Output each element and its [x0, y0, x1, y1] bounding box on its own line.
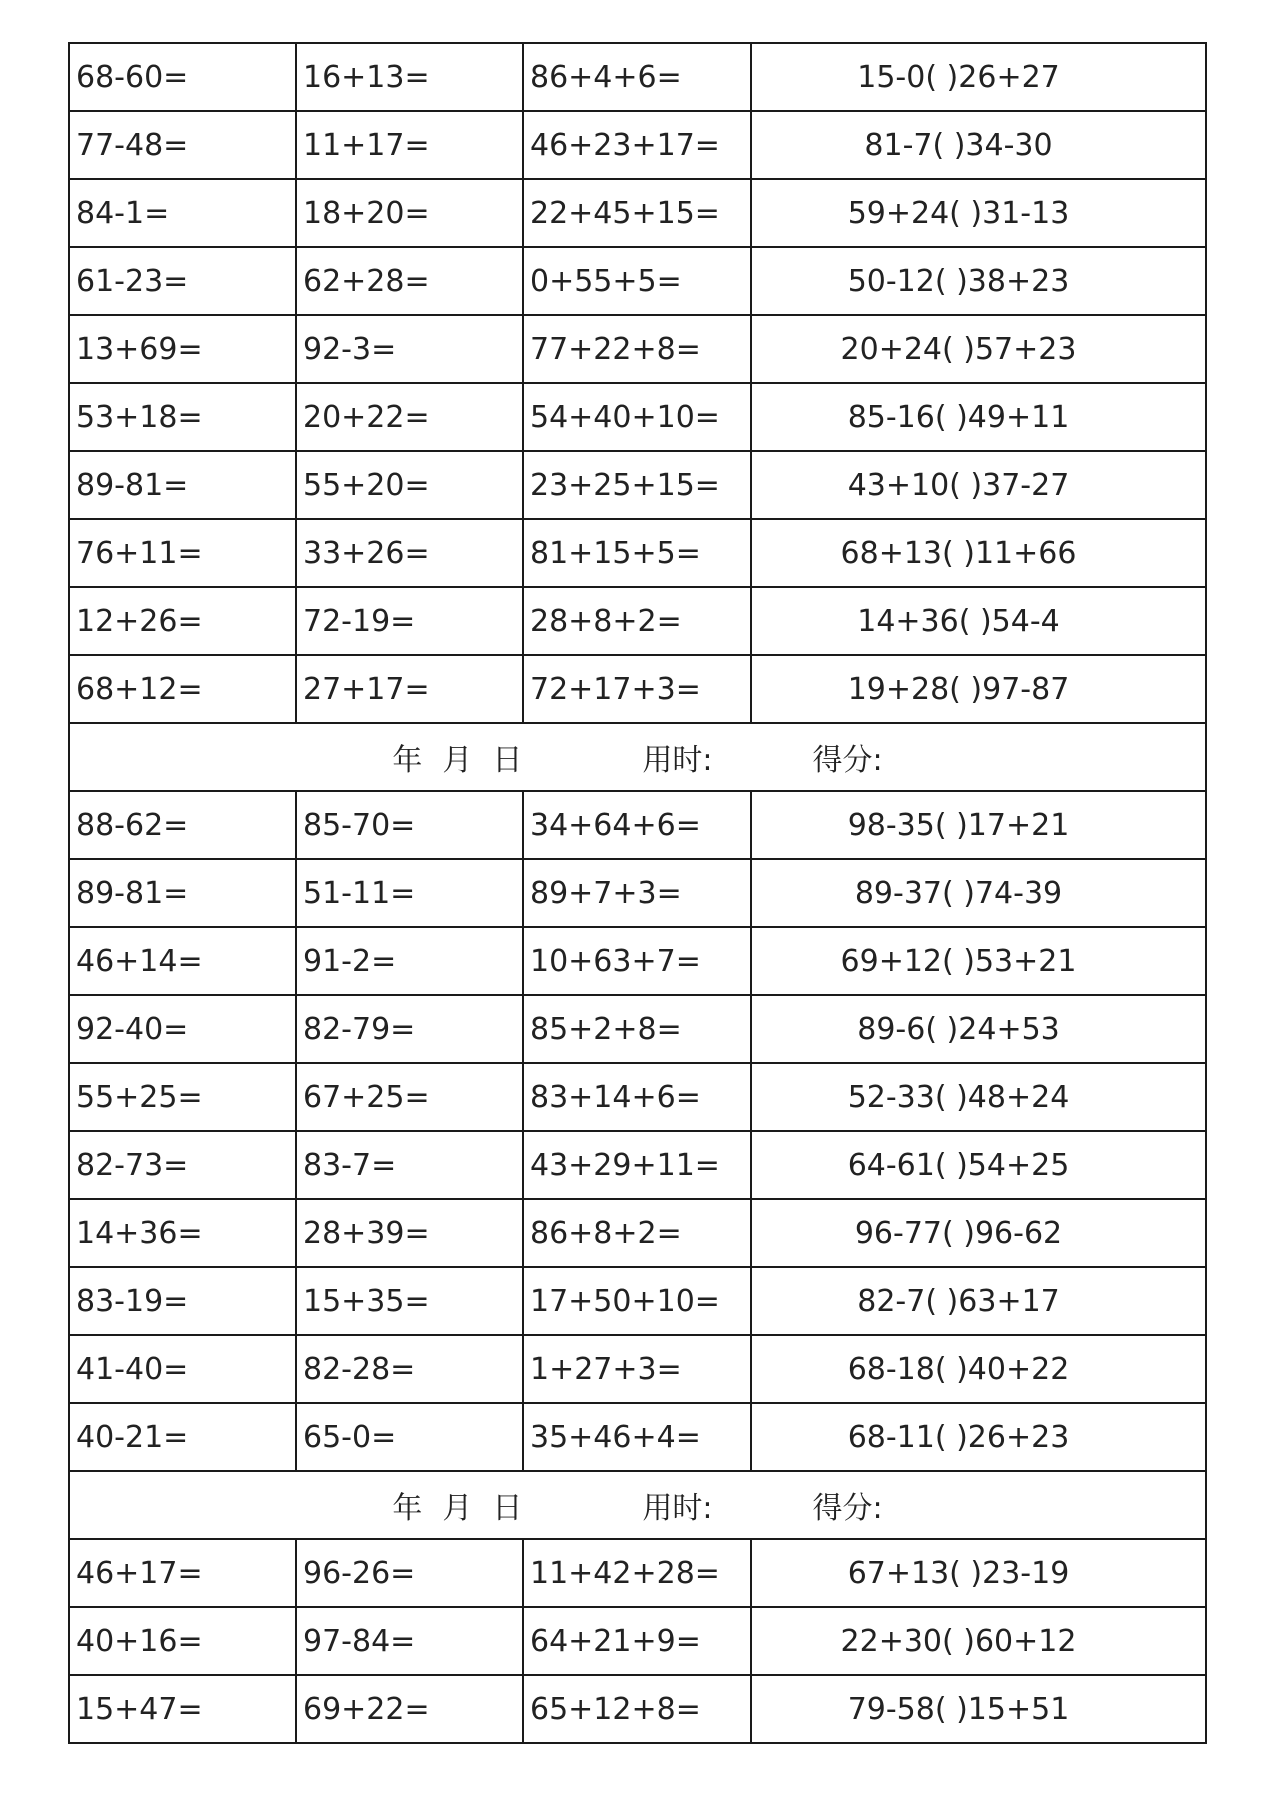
problem-row: [69, 1403, 1206, 1471]
three-term-problem: 28+8+2=: [523, 587, 751, 655]
problem-row: [69, 1607, 1206, 1675]
subtraction-addition-problem: 13+69=: [69, 315, 296, 383]
three-term-problem: 86+8+2=: [523, 1199, 751, 1267]
subtraction-addition-problem: 88-62=: [69, 791, 296, 859]
comparison-problem: 43+10( )37-27: [751, 451, 1206, 519]
comparison-problem: 96-77( )96-62: [751, 1199, 1206, 1267]
addition-subtraction-problem: 11+17=: [296, 111, 523, 179]
subtraction-addition-problem: 82-73=: [69, 1131, 296, 1199]
comparison-problem: 15-0( )26+27: [751, 43, 1206, 111]
subtraction-addition-problem: 68-60=: [69, 43, 296, 111]
three-term-problem: 10+63+7=: [523, 927, 751, 995]
comparison-problem: 69+12( )53+21: [751, 927, 1206, 995]
three-term-problem: 86+4+6=: [523, 43, 751, 111]
addition-subtraction-problem: 82-28=: [296, 1335, 523, 1403]
subtraction-addition-problem: 83-19=: [69, 1267, 296, 1335]
comparison-problem: 59+24( )31-13: [751, 179, 1206, 247]
date-score-cell: [69, 723, 1206, 791]
date-score-row: [69, 723, 1206, 791]
subtraction-addition-problem: 89-81=: [69, 859, 296, 927]
comparison-problem: 52-33( )48+24: [751, 1063, 1206, 1131]
subtraction-addition-problem: 12+26=: [69, 587, 296, 655]
subtraction-addition-problem: 55+25=: [69, 1063, 296, 1131]
three-term-problem: 17+50+10=: [523, 1267, 751, 1335]
worksheet-body: [69, 43, 1206, 1743]
problem-row: [69, 587, 1206, 655]
problem-row: [69, 791, 1206, 859]
problem-row: [69, 1675, 1206, 1743]
problem-row: [69, 43, 1206, 111]
addition-subtraction-problem: 65-0=: [296, 1403, 523, 1471]
problem-row: [69, 451, 1206, 519]
three-term-problem: 85+2+8=: [523, 995, 751, 1063]
three-term-problem: 35+46+4=: [523, 1403, 751, 1471]
three-term-problem: 54+40+10=: [523, 383, 751, 451]
problem-row: [69, 859, 1206, 927]
problem-row: [69, 247, 1206, 315]
addition-subtraction-problem: 33+26=: [296, 519, 523, 587]
three-term-problem: 81+15+5=: [523, 519, 751, 587]
comparison-problem: 64-61( )54+25: [751, 1131, 1206, 1199]
addition-subtraction-problem: 20+22=: [296, 383, 523, 451]
time-used-label: 用时:: [642, 743, 713, 778]
comparison-problem: 14+36( )54-4: [751, 587, 1206, 655]
worksheet-table: [68, 42, 1207, 1744]
three-term-problem: 0+55+5=: [523, 247, 751, 315]
three-term-problem: 11+42+28=: [523, 1539, 751, 1607]
addition-subtraction-problem: 67+25=: [296, 1063, 523, 1131]
day-label: 日: [492, 1491, 523, 1526]
addition-subtraction-problem: 82-79=: [296, 995, 523, 1063]
three-term-problem: 89+7+3=: [523, 859, 751, 927]
subtraction-addition-problem: 89-81=: [69, 451, 296, 519]
problem-row: [69, 1539, 1206, 1607]
month-label: 月: [442, 1491, 473, 1526]
addition-subtraction-problem: 55+20=: [296, 451, 523, 519]
date-score-cell: [69, 1471, 1206, 1539]
year-label: 年: [392, 1491, 423, 1526]
comparison-problem: 68-18( )40+22: [751, 1335, 1206, 1403]
subtraction-addition-problem: 61-23=: [69, 247, 296, 315]
year-label: 年: [392, 743, 423, 778]
addition-subtraction-problem: 91-2=: [296, 927, 523, 995]
addition-subtraction-problem: 27+17=: [296, 655, 523, 723]
subtraction-addition-problem: 46+14=: [69, 927, 296, 995]
comparison-problem: 89-37( )74-39: [751, 859, 1206, 927]
comparison-problem: 89-6( )24+53: [751, 995, 1206, 1063]
day-label: 日: [492, 743, 523, 778]
comparison-problem: 19+28( )97-87: [751, 655, 1206, 723]
addition-subtraction-problem: 15+35=: [296, 1267, 523, 1335]
problem-row: [69, 1199, 1206, 1267]
problem-row: [69, 1335, 1206, 1403]
three-term-problem: 34+64+6=: [523, 791, 751, 859]
problem-row: [69, 519, 1206, 587]
problem-row: [69, 179, 1206, 247]
subtraction-addition-problem: 46+17=: [69, 1539, 296, 1607]
subtraction-addition-problem: 40-21=: [69, 1403, 296, 1471]
subtraction-addition-problem: 14+36=: [69, 1199, 296, 1267]
comparison-problem: 82-7( )63+17: [751, 1267, 1206, 1335]
comparison-problem: 81-7( )34-30: [751, 111, 1206, 179]
subtraction-addition-problem: 40+16=: [69, 1607, 296, 1675]
comparison-problem: 20+24( )57+23: [751, 315, 1206, 383]
subtraction-addition-problem: 41-40=: [69, 1335, 296, 1403]
addition-subtraction-problem: 16+13=: [296, 43, 523, 111]
addition-subtraction-problem: 97-84=: [296, 1607, 523, 1675]
subtraction-addition-problem: 84-1=: [69, 179, 296, 247]
addition-subtraction-problem: 28+39=: [296, 1199, 523, 1267]
addition-subtraction-problem: 92-3=: [296, 315, 523, 383]
comparison-problem: 22+30( )60+12: [751, 1607, 1206, 1675]
addition-subtraction-problem: 83-7=: [296, 1131, 523, 1199]
subtraction-addition-problem: 53+18=: [69, 383, 296, 451]
three-term-problem: 22+45+15=: [523, 179, 751, 247]
problem-row: [69, 1267, 1206, 1335]
date-score-row: [69, 1471, 1206, 1539]
problem-row: [69, 383, 1206, 451]
three-term-problem: 46+23+17=: [523, 111, 751, 179]
subtraction-addition-problem: 92-40=: [69, 995, 296, 1063]
problem-row: [69, 1063, 1206, 1131]
month-label: 月: [442, 743, 473, 778]
three-term-problem: 65+12+8=: [523, 1675, 751, 1743]
addition-subtraction-problem: 85-70=: [296, 791, 523, 859]
score-label: 得分:: [812, 1491, 883, 1526]
comparison-problem: 85-16( )49+11: [751, 383, 1206, 451]
problem-row: [69, 655, 1206, 723]
comparison-problem: 67+13( )23-19: [751, 1539, 1206, 1607]
subtraction-addition-problem: 68+12=: [69, 655, 296, 723]
three-term-problem: 1+27+3=: [523, 1335, 751, 1403]
comparison-problem: 50-12( )38+23: [751, 247, 1206, 315]
three-term-problem: 72+17+3=: [523, 655, 751, 723]
problem-row: [69, 111, 1206, 179]
addition-subtraction-problem: 51-11=: [296, 859, 523, 927]
addition-subtraction-problem: 62+28=: [296, 247, 523, 315]
addition-subtraction-problem: 72-19=: [296, 587, 523, 655]
addition-subtraction-problem: 18+20=: [296, 179, 523, 247]
comparison-problem: 98-35( )17+21: [751, 791, 1206, 859]
time-used-label: 用时:: [642, 1491, 713, 1526]
problem-row: [69, 995, 1206, 1063]
three-term-problem: 43+29+11=: [523, 1131, 751, 1199]
three-term-problem: 83+14+6=: [523, 1063, 751, 1131]
comparison-problem: 68+13( )11+66: [751, 519, 1206, 587]
problem-row: [69, 315, 1206, 383]
comparison-problem: 79-58( )15+51: [751, 1675, 1206, 1743]
three-term-problem: 77+22+8=: [523, 315, 751, 383]
three-term-problem: 64+21+9=: [523, 1607, 751, 1675]
problem-row: [69, 1131, 1206, 1199]
subtraction-addition-problem: 76+11=: [69, 519, 296, 587]
addition-subtraction-problem: 69+22=: [296, 1675, 523, 1743]
problem-row: [69, 927, 1206, 995]
score-label: 得分:: [812, 743, 883, 778]
subtraction-addition-problem: 77-48=: [69, 111, 296, 179]
subtraction-addition-problem: 15+47=: [69, 1675, 296, 1743]
comparison-problem: 68-11( )26+23: [751, 1403, 1206, 1471]
addition-subtraction-problem: 96-26=: [296, 1539, 523, 1607]
three-term-problem: 23+25+15=: [523, 451, 751, 519]
